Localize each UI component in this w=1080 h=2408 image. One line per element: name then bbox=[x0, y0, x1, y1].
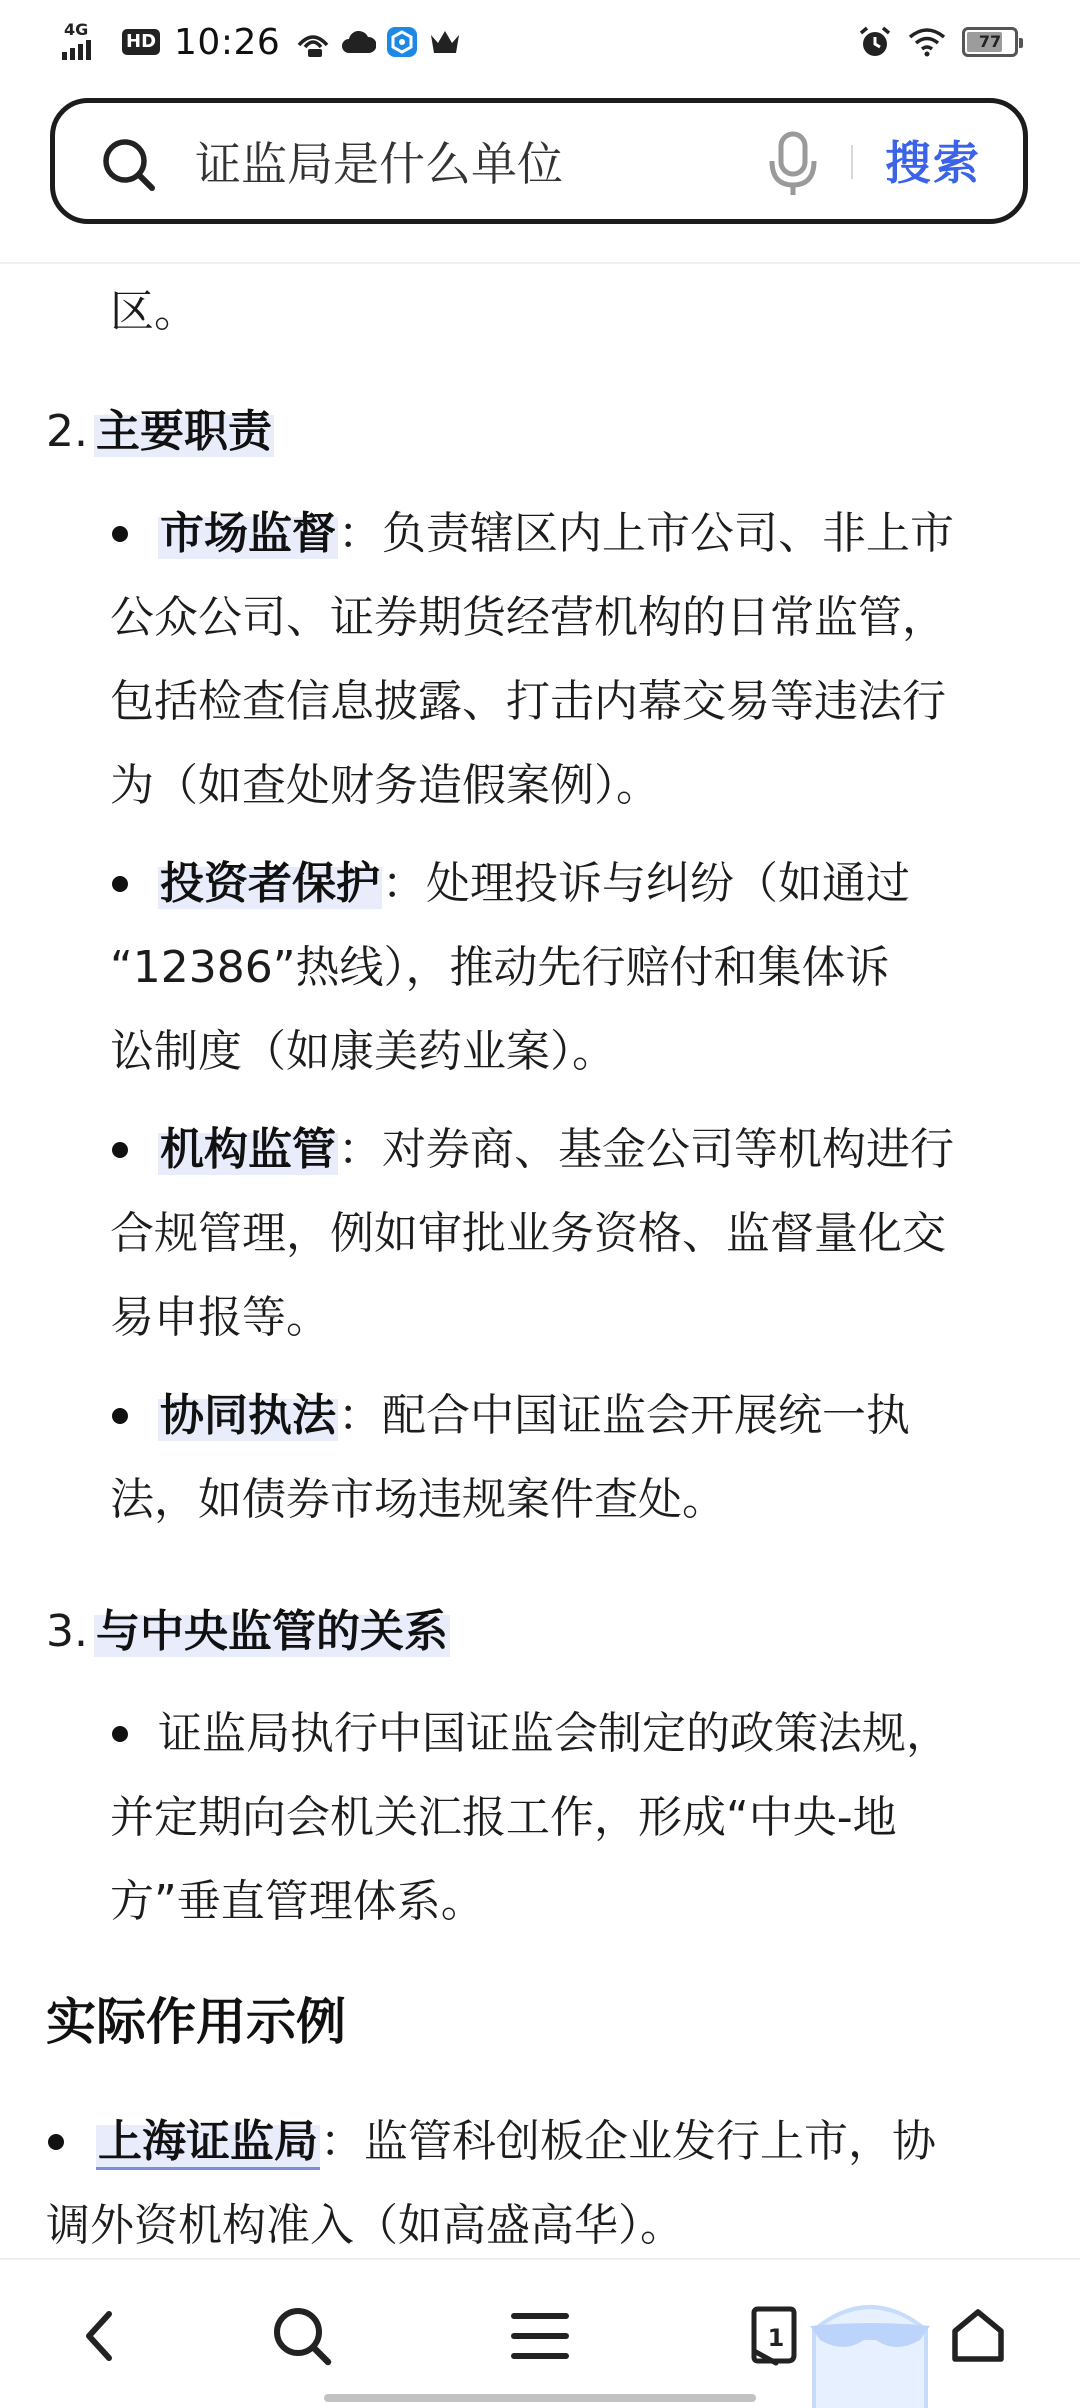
bullet-dot bbox=[112, 1142, 128, 1158]
bullet-dot bbox=[112, 1408, 128, 1424]
cellular-signal-icon: 4G bbox=[62, 22, 112, 62]
list-item: 协同执法：配合中国证监会开展统一执 bbox=[160, 1390, 910, 1441]
term-joint-enforcement: 协同执法 bbox=[160, 1390, 336, 1441]
list-item: 市场监督：负责辖区内上市公司、非上市 bbox=[160, 508, 954, 559]
hd-badge: HD bbox=[122, 29, 160, 55]
item-text-line: 调外资机构准入（如高盛高华）。 bbox=[46, 2200, 684, 2251]
back-button[interactable] bbox=[60, 2296, 140, 2376]
item-text-line: 法，如债券市场违规案件查处。 bbox=[110, 1474, 726, 1525]
home-icon bbox=[949, 2307, 1007, 2365]
section-3-title: 与中央监管的关系 bbox=[95, 1606, 448, 1657]
examples-heading: 实际作用示例 bbox=[46, 1993, 346, 2051]
sunglasses-mascot-icon bbox=[800, 2290, 940, 2408]
alarm-icon bbox=[858, 25, 892, 59]
menu-icon bbox=[510, 2310, 570, 2362]
bullet-dot bbox=[112, 1726, 128, 1742]
section-2-title: 主要职责 bbox=[95, 406, 272, 457]
status-time: 10:26 bbox=[174, 21, 281, 63]
crown-icon bbox=[428, 27, 462, 57]
answer-content bbox=[0, 262, 1080, 2258]
list-item: 上海证监局：监管科创板企业发行上市，协 bbox=[96, 2112, 936, 2172]
search-icon bbox=[101, 137, 157, 193]
search-nav-button[interactable] bbox=[262, 2296, 342, 2376]
list-item: 机构监管：对券商、基金公司等机构进行 bbox=[160, 1124, 954, 1175]
search-divider bbox=[851, 145, 853, 179]
battery-icon bbox=[962, 27, 1018, 57]
search-button[interactable]: 搜索 bbox=[885, 127, 981, 193]
bullet-dot bbox=[48, 2134, 64, 2150]
microphone-icon[interactable] bbox=[765, 131, 821, 197]
wifi-icon bbox=[908, 27, 946, 57]
item-text-line: 合规管理，例如审批业务资格、监督量化交 bbox=[110, 1208, 946, 1259]
link-shanghai-csrc[interactable]: 上海证监局 bbox=[96, 2116, 320, 2170]
item-text-line: 易申报等。 bbox=[110, 1292, 330, 1343]
search-icon bbox=[271, 2305, 333, 2367]
item-text-line: “12386”热线），推动先行赔付和集体诉 bbox=[110, 942, 890, 993]
bullet-dot bbox=[112, 526, 128, 542]
section-2-heading bbox=[46, 402, 274, 462]
menu-button[interactable] bbox=[500, 2296, 580, 2376]
term-market-supervision: 市场监督 bbox=[160, 508, 336, 559]
item-text-line: 讼制度（如康美药业案）。 bbox=[110, 1026, 616, 1077]
item-text-line: 公众公司、证券期货经营机构的日常监管， bbox=[110, 592, 946, 643]
section-3-number: 3. bbox=[46, 1606, 88, 1657]
home-indicator[interactable] bbox=[324, 2394, 756, 2402]
tabs-count: 1 bbox=[767, 2324, 785, 2352]
cloud-icon bbox=[340, 27, 376, 57]
data-saver-icon bbox=[296, 25, 330, 59]
search-input[interactable] bbox=[195, 121, 755, 201]
item-text-line: 包括检查信息披露、打击内幕交易等违法行 bbox=[110, 676, 946, 727]
search-box[interactable] bbox=[50, 98, 1028, 224]
battery-level: 77 bbox=[978, 32, 1002, 51]
term-institution-supervision: 机构监管 bbox=[160, 1124, 336, 1175]
search-header bbox=[0, 84, 1080, 264]
section-3-heading bbox=[46, 1602, 450, 1662]
home-button[interactable] bbox=[938, 2296, 1018, 2376]
item-text-line: 并定期向会机关汇报工作，形成“中央-地 bbox=[110, 1792, 897, 1843]
item-text-line: 为（如查处财务造假案例）。 bbox=[110, 760, 660, 811]
chevron-left-icon bbox=[75, 2306, 125, 2366]
section-2-number: 2. bbox=[46, 406, 88, 457]
bottom-navigation bbox=[0, 2258, 1080, 2408]
list-item: 投资者保护：处理投诉与纠纷（如通过 bbox=[160, 858, 910, 909]
status-bar bbox=[0, 0, 1080, 84]
bullet-dot bbox=[112, 876, 128, 892]
item-text-line: 方”垂直管理体系。 bbox=[110, 1876, 485, 1927]
list-item: 证监局执行中国证监会制定的政策法规， bbox=[158, 1708, 950, 1759]
term-investor-protection: 投资者保护 bbox=[160, 858, 380, 909]
intro-tail-text: 区。 bbox=[110, 286, 198, 337]
app-shield-icon bbox=[386, 26, 418, 58]
